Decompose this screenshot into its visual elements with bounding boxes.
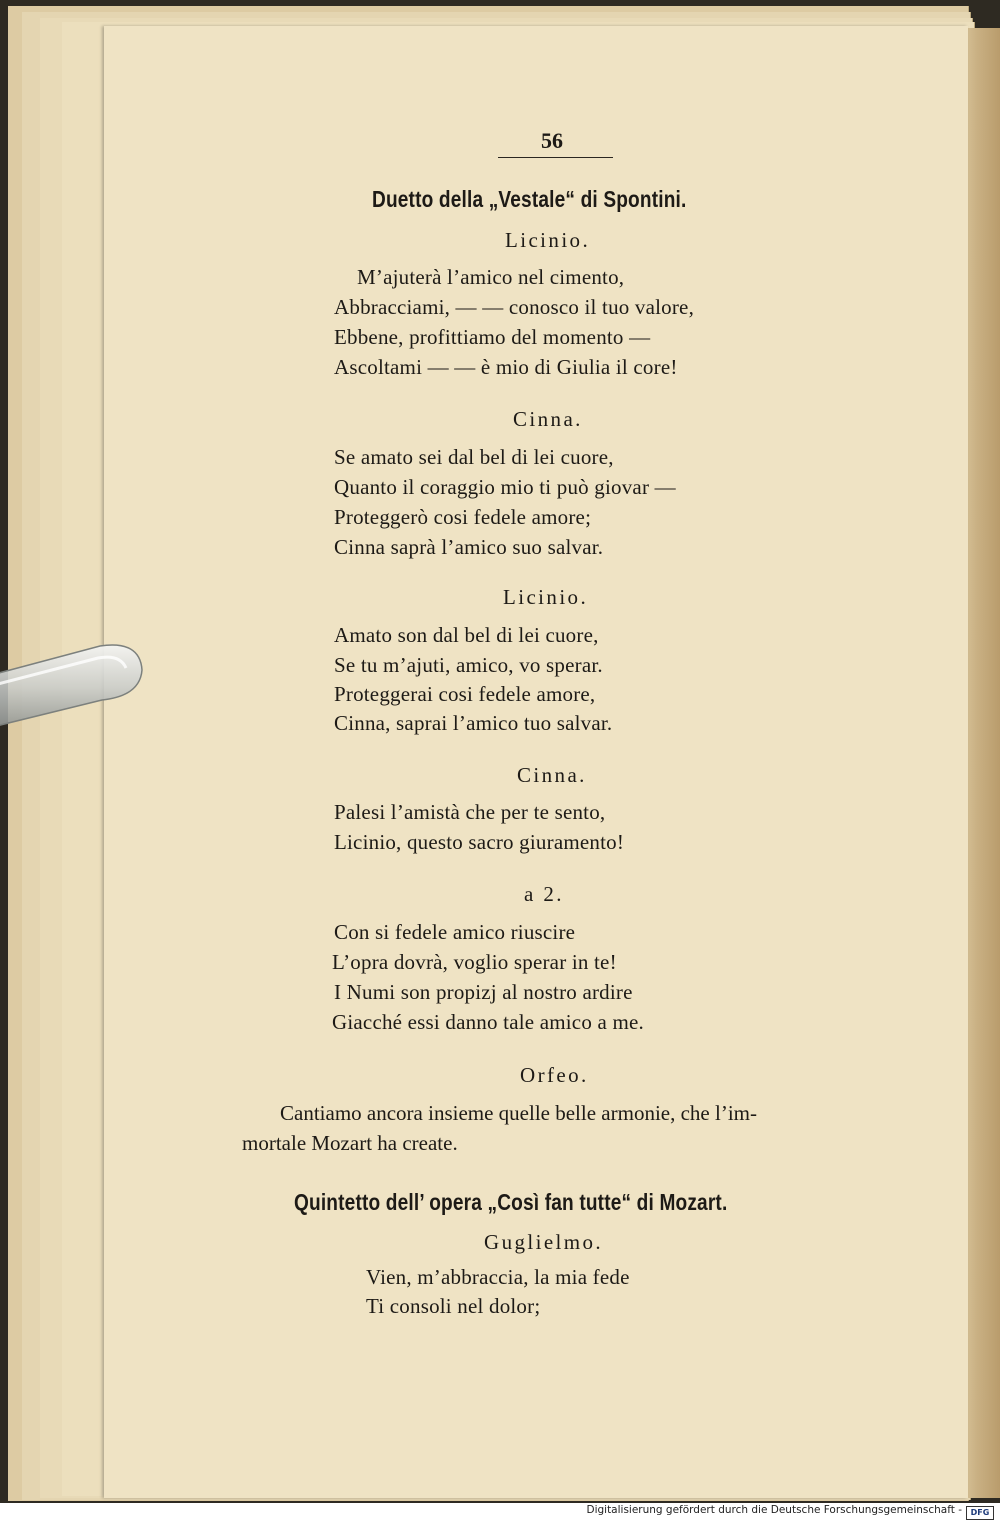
verse-line: Ebbene, profittiamo del momento — [334, 325, 651, 349]
verse-line: M’ajuterà l’amico nel cimento, [357, 265, 625, 289]
speaker-licinio: Licinio. [503, 585, 589, 609]
speaker-cinna: Cinna. [517, 763, 587, 787]
verse-line: L’opra dovrà, voglio sperar in te! [332, 950, 617, 974]
verse-line: Giacché essi danno tale amico a me. [332, 1010, 644, 1034]
verse-line: Vien, m’abbraccia, la mia fede [366, 1265, 630, 1289]
duet-title: Duetto della „Vestale“ di Spontini. [372, 186, 687, 212]
verse-line: Ascoltami — — è mio di Giulia il core! [334, 355, 678, 379]
verse-line: Proteggerò cosi fedele amore; [334, 505, 592, 529]
speaker-cinna: Cinna. [513, 407, 583, 431]
verse-line: Palesi l’amistà che per te sento, [334, 800, 606, 824]
verse-line: Quanto il coraggio mio ti può giovar — [334, 475, 676, 499]
verse-line: Abbracciami, — — conosco il tuo valore, [334, 295, 695, 319]
verse-line: Cinna saprà l’amico suo salvar. [334, 535, 604, 559]
verse-line: Cinna, saprai l’amico tuo salvar. [334, 711, 613, 735]
dfg-logo: DFG [966, 1506, 994, 1520]
verse-line: I Numi son propizj al nostro ardire [334, 980, 633, 1004]
footer-credit: Digitalisierung gefördert durch die Deutsche Forschungsgemeinschaft - [586, 1504, 962, 1516]
speaker-a2: a 2. [524, 882, 564, 906]
verse-line: Amato son dal bel di lei cuore, [334, 623, 599, 647]
speaker-guglielmo: Guglielmo. [484, 1230, 604, 1254]
verse-line: Se tu m’ajuti, amico, vo sperar. [334, 653, 603, 677]
page-number: 56 [541, 128, 563, 153]
verse-line: Proteggerai cosi fedele amore, [334, 682, 596, 706]
verse-line: Licinio, questo sacro giuramento! [334, 830, 625, 854]
verse-line: Con si fedele amico riuscire [334, 920, 576, 944]
speaker-licinio: Licinio. [505, 228, 591, 252]
quintet-title: Quintetto dell’ opera „Così fan tutte“ di Mozart. [294, 1189, 728, 1215]
header-rule [498, 157, 613, 158]
speaker-orfeo: Orfeo. [520, 1063, 589, 1087]
verse-line: Ti consoli nel dolor; [366, 1294, 541, 1318]
paper-clamp-icon [0, 640, 150, 730]
verse-line: Se amato sei dal bel di lei cuore, [334, 445, 614, 469]
prose-line: mortale Mozart ha create. [242, 1131, 458, 1155]
prose-line: Cantiamo ancora insieme quelle belle armonie, che l’im- [280, 1101, 757, 1125]
